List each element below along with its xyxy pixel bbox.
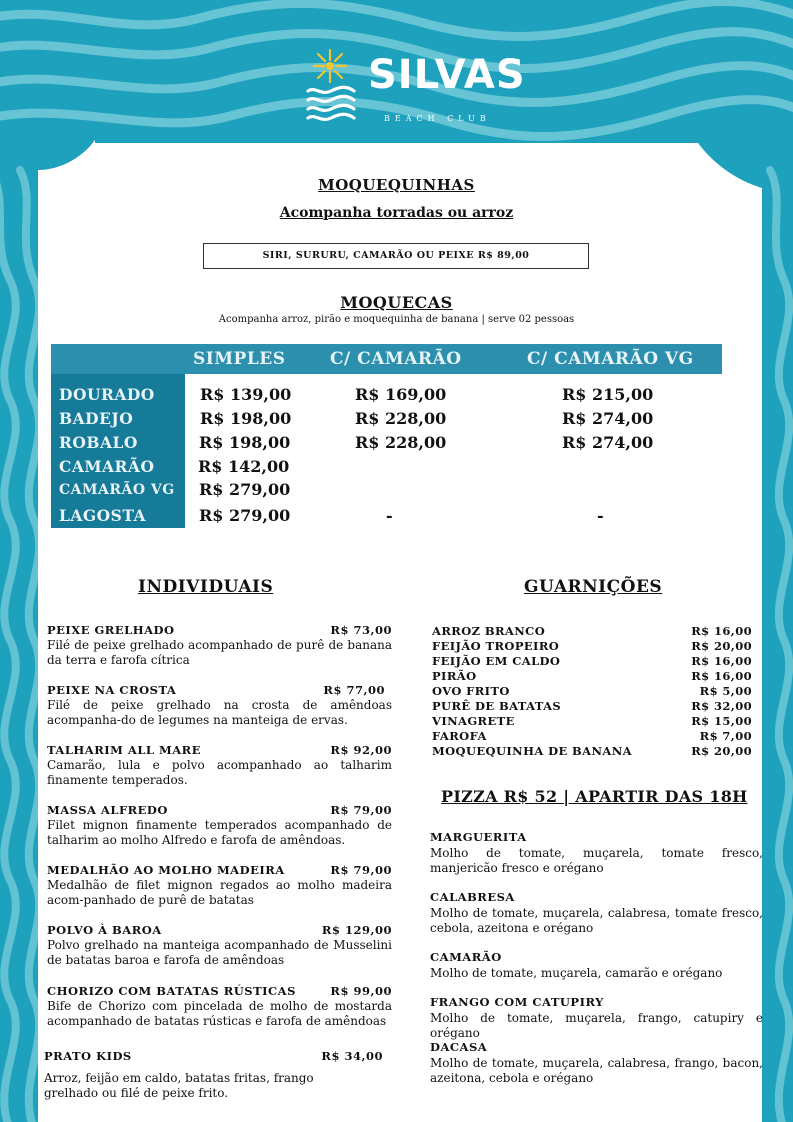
dish-title [47,743,392,757]
pizza-description: Molho de tomate, muçarela, camarão e orégano [430,966,723,980]
moqueca-price-simples: R$ 198,00 [200,409,292,428]
moquequinhas-subtitle: Acompanha torradas ou arroz [279,205,514,221]
dish-description: Polvo grelhado na manteiga acompanhado de Musselini de batatas baroa e farofa de amêndoas [47,938,392,967]
pizza-name: FRANGO COM CATUPIRY [430,995,604,1009]
moqueca-price-simples: R$ 142,00 [198,457,290,476]
moqueca-price-simples: R$ 198,00 [199,433,291,452]
moqueca-price-vg: R$ 215,00 [562,385,654,404]
side-item [432,639,752,653]
dish-title [44,1049,389,1063]
moqueca-name: ROBALO [59,433,138,452]
moqueca-price-vg: R$ 274,00 [562,433,654,452]
side-price: R$ 20,00 [691,639,752,653]
dish-description: Filé de peixe grelhado na crosta de amêndoas acompanha-do de legumes na manteiga de ervas. [47,698,392,727]
side-item [432,699,752,713]
pizza-name: CALABRESA [430,890,515,904]
moqueca-name: LAGOSTA [59,506,147,525]
dish-title [47,803,392,817]
header-camarao-vg: C/ CAMARÃO VG [527,349,694,369]
dish-title [47,683,392,697]
moqueca-price-simples: R$ 139,00 [200,385,292,404]
brand-subtitle: BEACH CLUB [384,114,491,123]
dish-price: R$ 34,00 [321,1049,383,1063]
side-price: R$ 20,00 [691,744,752,758]
dish-name: TALHARIM ALL MARE [47,743,201,757]
dish-description: Filé de peixe grelhado acompanhado de purê de banana da terra e farofa cítrica [47,638,392,667]
dish-description: Bife de Chorizo com pincelada de molho de mostarda acompanhado de batatas rústicas e farofa de amêndoas [47,999,392,1028]
side-price: R$ 32,00 [691,699,752,713]
side-name: PIRÃO [432,669,477,683]
header-simples: SIMPLES [193,349,286,369]
guarnicoes-title: GUARNIÇÕES [524,577,663,597]
dish-title [47,984,392,998]
moquequinhas-box-text: SIRI, SURURU, CAMARÃO OU PEIXE R$ 89,00 [262,250,530,261]
side-name: FAROFA [432,729,487,743]
side-name: MOQUEQUINHA DE BANANA [432,744,632,758]
moqueca-name: BADEJO [59,409,134,428]
dish-name: CHORIZO COM BATATAS RÚSTICAS [47,984,296,998]
dish-name: PEIXE GRELHADO [47,623,175,637]
side-name: FEIJÃO EM CALDO [432,654,561,668]
side-item [432,729,752,743]
side-name: VINAGRETE [432,714,515,728]
moqueca-price-vg: - [597,506,604,525]
moquecas-subtitle: Acompanha arroz, pirão e moquequinha de banana | serve 02 pessoas [218,314,575,325]
dish-price: R$ 99,00 [330,984,392,998]
moqueca-price-vg: R$ 274,00 [562,409,654,428]
side-price: R$ 16,00 [691,624,752,638]
pizza-name: MARGUERITA [430,830,527,844]
dish-title [47,863,392,877]
side-item [432,714,752,728]
moquecas-title: MOQUECAS [340,293,453,312]
side-name: PURÊ DE BATATAS [432,699,562,713]
pizza-description: Molho de tomate, muçarela, frango, catupiry e orégano [430,1011,763,1040]
header-camarao: C/ CAMARÃO [330,349,462,369]
dish-price: R$ 129,00 [321,923,392,937]
dish-name: PRATO KIDS [44,1049,132,1063]
moqueca-price-simples: R$ 279,00 [199,506,291,525]
pizza-title: PIZZA R$ 52 | APARTIR DAS 18H [441,787,748,806]
moqueca-price-camarao: - [386,506,393,525]
side-price: R$ 15,00 [691,714,752,728]
moqueca-name: CAMARÃO VG [59,482,175,498]
dish-name: PEIXE NA CROSTA [47,683,177,697]
dish-price: R$ 77,00 [323,683,385,697]
dish-description: Medalhão de filet mignon regados ao molho madeira acom-panhado de purê de batatas [47,878,392,907]
dish-price: R$ 79,00 [330,863,392,877]
pizza-name: DACASA [430,1040,488,1054]
dish-title [47,623,392,637]
side-price: R$ 5,00 [699,684,752,698]
pizza-description: Molho de tomate, muçarela, calabresa, tomate fresco, cebola, azeitona e orégano [430,906,763,935]
dish-name: POLVO À BAROA [47,923,162,937]
moqueca-price-camarao: R$ 228,00 [355,433,447,452]
side-item [432,669,752,683]
dish-price: R$ 73,00 [330,623,392,637]
dish-description: Camarão, lula e polvo acompanhado ao talharim finamente temperados. [47,758,392,787]
moqueca-price-camarao: R$ 169,00 [355,385,447,404]
brand-name: SILVAS [368,52,526,98]
moqueca-name: CAMARÃO [59,457,155,476]
dish-price: R$ 92,00 [330,743,392,757]
dish-description: Filet mignon finamente temperados acompanhado de talharim ao molho Alfredo e farofa de amêndoas. [47,818,392,847]
dish-title [47,923,392,937]
side-name: OVO FRITO [432,684,510,698]
dish-price: R$ 79,00 [330,803,392,817]
side-item [432,654,752,668]
side-item [432,744,752,758]
individuais-title: INDIVIDUAIS [138,577,274,597]
side-item [432,684,752,698]
side-price: R$ 7,00 [699,729,752,743]
dish-description: Arroz, feijão em caldo, batatas fritas, frango grelhado ou filé de peixe frito. [44,1071,314,1100]
dish-name: MASSA ALFREDO [47,803,168,817]
moqueca-price-camarao: R$ 228,00 [355,409,447,428]
moqueca-name: DOURADO [59,385,155,404]
moquequinhas-title: MOQUEQUINHAS [318,176,475,194]
side-name: FEIJÃO TROPEIRO [432,639,560,653]
moqueca-price-simples: R$ 279,00 [199,480,291,499]
side-price: R$ 16,00 [691,669,752,683]
pizza-name: CAMARÃO [430,950,502,964]
side-item [432,624,752,638]
side-price: R$ 16,00 [691,654,752,668]
pizza-description: Molho de tomate, muçarela, tomate fresco, manjericão fresco e orégano [430,846,763,875]
side-name: ARROZ BRANCO [432,624,546,638]
dish-name: MEDALHÃO AO MOLHO MADEIRA [47,863,285,877]
pizza-description: Molho de tomate, muçarela, calabresa, frango, bacon, azeitona, cebola e orégano [430,1056,763,1085]
moquequinhas-box [203,243,589,269]
